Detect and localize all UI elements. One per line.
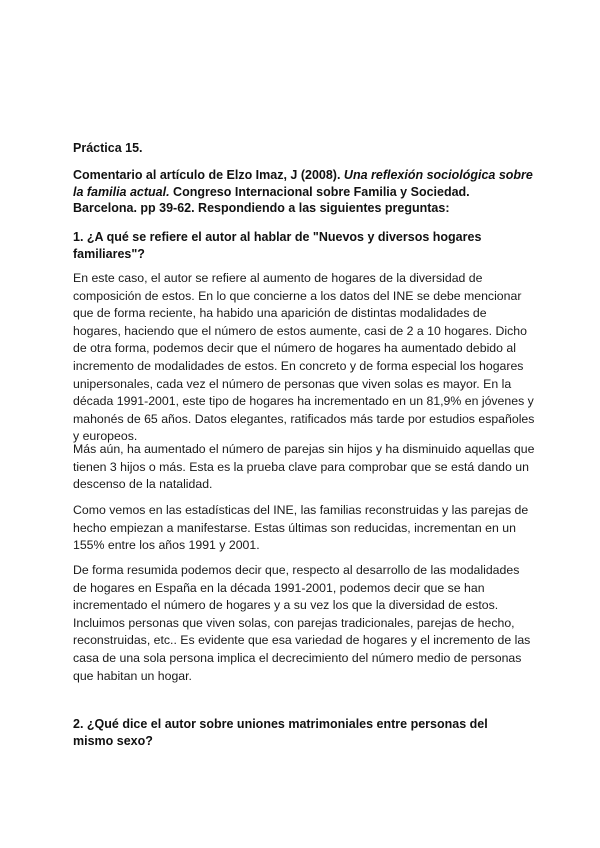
question-2: 2. ¿Qué dice el autor sobre uniones matrimoniales entre personas del mismo sexo? [73,717,488,748]
answer-paragraph-3: Como vemos en las estadísticas del INE, las familias reconstruidas y las parejas de hecho empiezan a manifestarse. Estas últimas son reducidas, incrementan en un 155% entre los años 1991 y 2001. [73,503,529,553]
reference-source: Congreso Internacional sobre Familia y Sociedad. Barcelona. pp 39-62. Respondiendo a las siguientes preguntas: [73,184,470,215]
answer-paragraph-4: De forma resumida podemos decir que, respecto al desarrollo de las modalidades de hogares en España en la década 1991-2001, podemos decir que se han incrementado el número de hogares y a su vez los que la diversidad de estos. Incluimos personas que viven solas, con parejas tradicionales, parejas de hecho, reconstruidas, etc.. Es evidente que esa variedad de hogares y el incremento de las casa de una sola persona implica el decrecimiento del número medio de personas que habitan un hogar. [73,563,531,683]
question-1: 1. ¿A qué se refiere el autor al hablar de "Nuevos y diversos hogares familiares"? [73,230,482,261]
practice-title: Práctica 15. [73,141,143,155]
reference-author: Comentario al artículo de Elzo Imaz, J (2008). [73,168,344,182]
answer-paragraph-2: Más aún, ha aumentado el número de parejas sin hijos y ha disminuido aquellas que tienen 3 hijos o más. Esta es la prueba clave para comprobar que se está dando un descenso de la natalidad. [73,442,535,492]
article-reference [73,167,533,217]
reference-article-title: Una reflexión sociológica sobre la familia actual. [73,168,533,199]
answer-paragraph-1: En este caso, el autor se refiere al aumento de hogares de la diversidad de composición de estos. En lo que concierne a los datos del INE se debe mencionar que de forma reciente, ha habido una aparición de distintas modalidades de hogares, haciendo que el número de estos aumente, casi de 2 a 10 hogares. Dicho de otra forma, podemos decir que el número de hogares ha aumentado debido al incremento de modalidades de estos. En concreto y de forma especial los hogares unipersonales, cada vez el número de personas que viven solas es mayor. En la década 1991-2001, este tipo de hogares ha incrementado en un 81,9% en jóvenes y mahonés de 65 años. Datos elegantes, ratificados más tarde por estudios españoles y europeos. [73,271,535,444]
